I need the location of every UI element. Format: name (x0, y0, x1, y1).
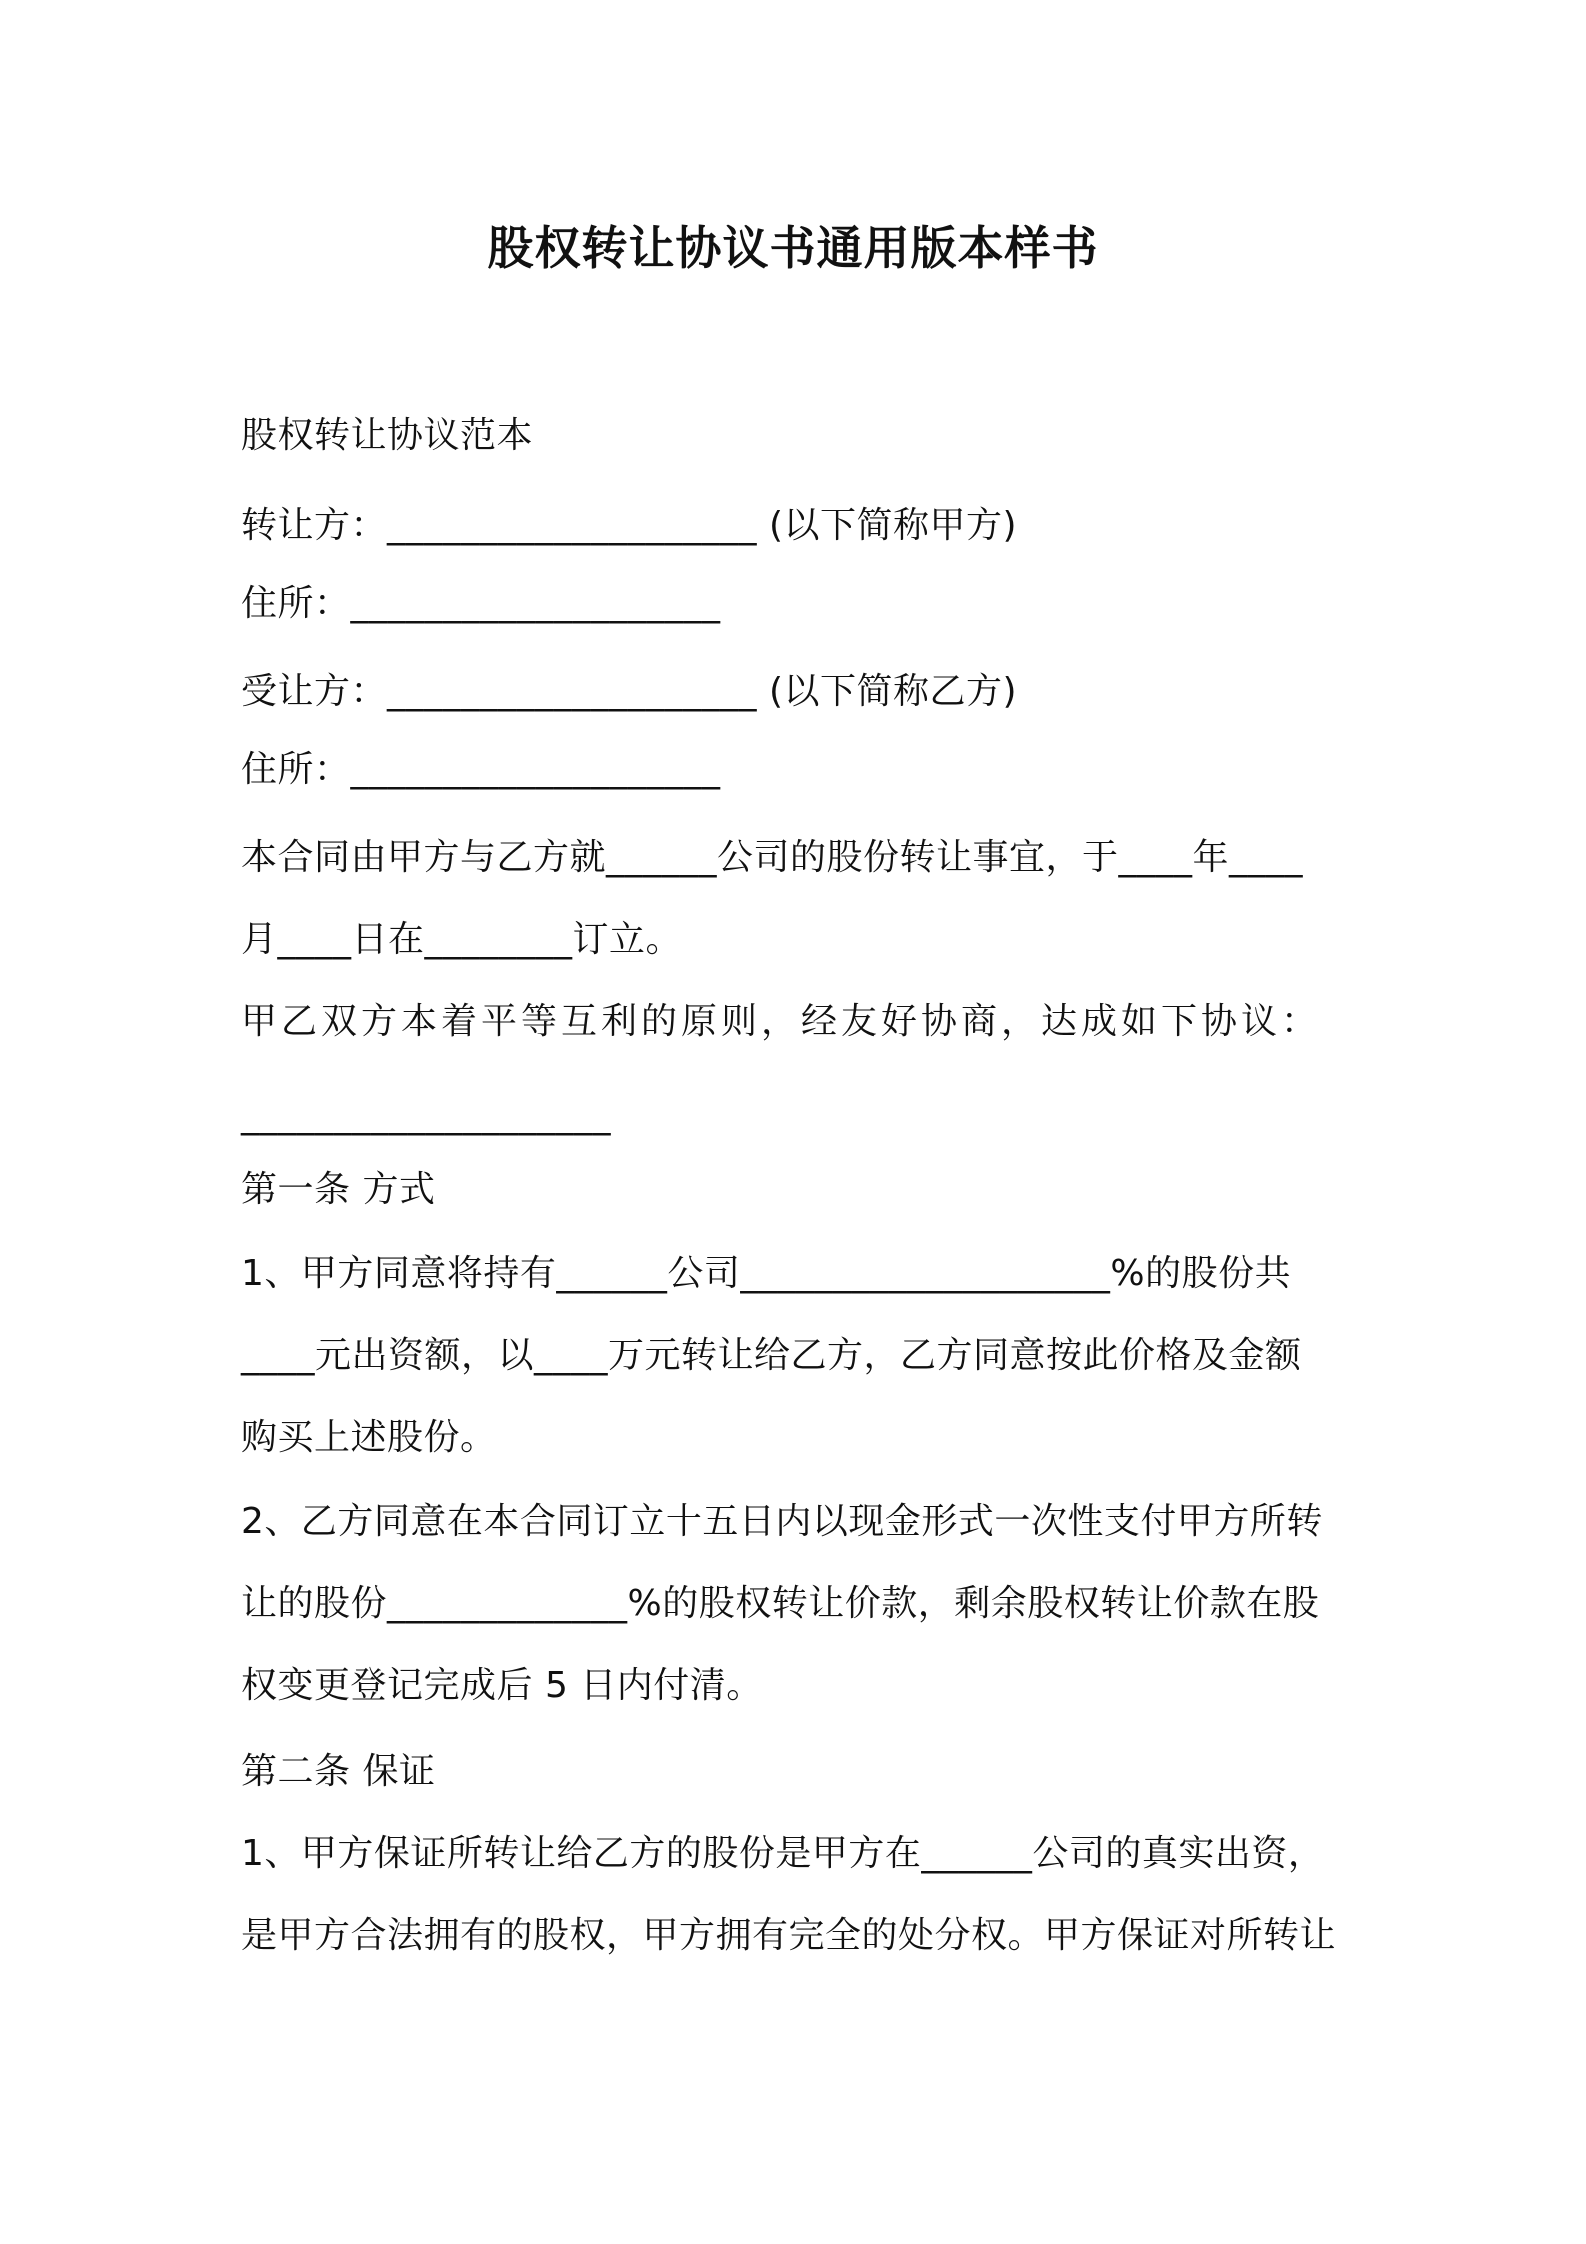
blank-line: ____________________ (241, 1095, 611, 1136)
document-subtitle: 股权转让协议范本 (241, 415, 534, 456)
document-title: 股权转让协议书通用版本样书 (487, 221, 1099, 275)
transferor-line: 转让方：____________________ (以下简称甲方) (241, 505, 1018, 546)
paragraph-line: ____元出资额，以____万元转让给乙方，乙方同意按此价格及金额 (241, 1335, 1302, 1376)
transferor-address-line: 住所：____________________ (241, 583, 721, 624)
paragraph-line: 本合同由甲方与乙方就______公司的股份转让事宜，于____年____ (241, 837, 1304, 878)
transferee-address-line: 住所：____________________ (241, 749, 721, 790)
article-one-heading: 第一条 方式 (241, 1169, 436, 1210)
transferee-line: 受让方：____________________ (以下简称乙方) (241, 671, 1018, 712)
paragraph-line: 甲乙双方本着平等互利的原则，经友好协商，达成如下协议： (241, 1001, 1322, 1042)
paragraph-line: 2、乙方同意在本合同订立十五日内以现金形式一次性支付甲方所转 (241, 1501, 1323, 1542)
article-two-heading: 第二条 保证 (241, 1751, 436, 1792)
paragraph-line: 让的股份_____________%的股权转让价款，剩余股权转让价款在股 (241, 1583, 1320, 1624)
paragraph-line: 是甲方合法拥有的股权，甲方拥有完全的处分权。甲方保证对所转让 (241, 1915, 1337, 1956)
paragraph-line: 1、甲方同意将持有______公司____________________%的股份共 (241, 1253, 1292, 1294)
paragraph-line: 权变更登记完成后 5 日内付清。 (241, 1665, 763, 1706)
paragraph-line: 购买上述股份。 (241, 1417, 497, 1458)
paragraph-line: 月____日在________订立。 (241, 919, 683, 960)
paragraph-line: 1、甲方保证所转让给乙方的股份是甲方在______公司的真实出资， (241, 1833, 1325, 1874)
